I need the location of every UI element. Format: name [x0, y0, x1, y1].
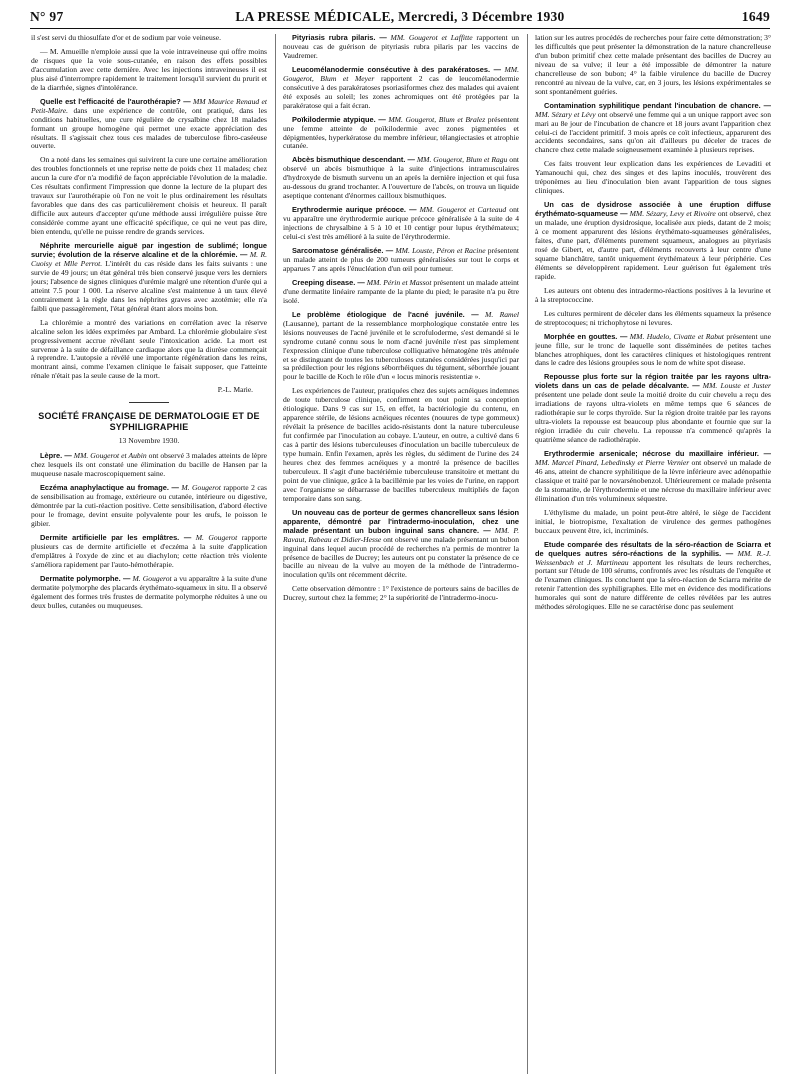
article-title: Erythrodermie aurique précoce. —: [292, 205, 417, 215]
article-authors: M. Gougerot: [195, 532, 238, 542]
article-authors: MM. Périn et Massot: [366, 277, 432, 287]
article-authors: MM. Gougerot et Carteaud: [419, 205, 507, 215]
article-text: présentent une femme atteinte de poïkilodermie avec zones pigmentées et dépigmentées, hyperkératose du membre inférieur, télangiectasies et atrophie cutanée.: [283, 114, 519, 151]
article: [535, 333, 771, 369]
article-title: Leucomélanodermie consécutive à des parakératoses. —: [292, 64, 501, 74]
page-header: [30, 6, 770, 29]
article-authors: MM. Louste et Juster: [702, 381, 771, 391]
article-title: Poïkilodermie atypique. —: [292, 114, 386, 124]
journal-title: LA PRESSE MÉDICALE, Mercredi, 3 Décembre 1930: [235, 9, 565, 24]
paragraph: L'éthylisme du malade, un point peut-être altéré, le siège de l'accident initial, le biotropisme, l'exaltation de virulence des germes pathogènes buccaux peuvent être, ici, incriminés.: [535, 507, 771, 535]
article-text: ont observé 3 malades atteints de lèpre chez lesquels ils ont constaté une élimination du bacille de Hansen par la muqueuse nasale macroscopiquement saine.: [31, 451, 267, 479]
article-title: Le problème étiologique de l'acné juvénile. —: [292, 309, 479, 319]
article-text: ont observé une malade présentant un bubon inguinal dans lequel aucun procédé de recherches n'a permis de montrer la présence de bacilles de Ducrey; les auteurs ont pu constater la présence de ce bacille au niveau de la vulve au moyen de la méthode de l'intradermo-inoculation qu'ils ont récemment décrite.: [283, 534, 519, 580]
article-title: Contamination syphilitique pendant l'incubation de chancre. —: [544, 100, 771, 110]
column-2: [283, 34, 519, 1074]
article-authors: MM Maurice Renaud et Petit-Maire.: [31, 96, 267, 115]
article-authors: MM. R.-J. Weissenbach et J. Martineau: [535, 548, 771, 567]
article-title: Néphrite mercurielle aiguë par ingestion de sublimé; longue survie; évolution de la réserve alcaline et de la chlorémie. —: [31, 241, 267, 259]
section-heading: SOCIÉTÉ FRANÇAISE DE DERMATOLOGIE ET DE SYPHILIGRAPHIE: [38, 411, 260, 433]
article-title: Dermite artificielle par les emplâtres. —: [40, 532, 192, 542]
article-title: Lèpre. —: [40, 451, 72, 461]
article-text: (Lausanne), partant de la ressemblance morphologique constatée entre les lésions nouveuses de l'acné juvénile et le scrofuloderme, s'est demandé si le syndrome cutané connu sous le nom d'acné juvénile n'est pas simplement l'expression clinique d'une tuberculose colliquative hématogène très atténuée et se distinguant de toutes les tuberculoses cutanées considérées jusqu'ici par sa prédilection pour les régions séborrhéiques du tégument, séborrhée jouant pour le bacille de Koch le rôle d'un « locus minoris resistentiæ ».: [283, 318, 519, 382]
paragraph: — M. Amueille n'emploie aussi que la voie intraveineuse qui offre moins de risques que la voie sous-cutanée, en raison des effets possibles d'accumulation avec cette dernière. Avec les injections intraveineuses il est plus aisé d'interrompre rapidement le traitement lorsqu'il survient du prurit et de la diarrhée, signes d'intolérance.: [31, 46, 267, 92]
paragraph: La chlorémie a montré des variations en corrélation avec la réserve alcaline selon les idées exprimées par Ambard. La chlorémie globulaire s'est progressivement accrue révélant seule l'intoxication acide. La mort est survenue à la suite de défaillance cardiaque alors que la diurèse commençait à reprendre. L'autopsie a révélé une importante régénération dans les reins, montrant ainsi, comme l'examen clinique le faisait supposer, que l'atteinte rénale n'était pas la seule cause de la mort.: [31, 317, 267, 381]
paragraph: lation sur les autres procédés de recherches pour faire cette démonstration; 3° les difficultés que peut présenter la démonstration de la nature chancrelleuse d'un bubon primitif chez cette malade présentant des bacilles de Ducrey au niveau de sa vulve; il leur a été impossible de démontrer la nature chancrelleuse de son bubon; 4° la faible virulence du bacille de Ducrey rencontré au niveau de la vulve, car, en 3 jours, les lésions expérimentales se sont spontanément guéries.: [535, 34, 771, 96]
article-authors: M. R. Cuoisy et Mlle Perrot.: [31, 249, 267, 268]
article-text: présentent une jeune fille, sur le tronc de laquelle sont disséminées de petites taches blanches atrophiques, dont les caractères cliniques et histologiques rentrent dans le cadre des lésions groupées sous le nom de white spot disease.: [535, 331, 771, 368]
article: [31, 534, 267, 570]
article: [283, 247, 519, 274]
article-text: dans une expérience de contrôle, ont pratiqué, dans les conditions habituelles, une cure régulière de crysalbine chez 18 malades formant un groupe homogène qui permet une exacte appréciation des résultats. Il s'agissait chez tous ces malades de tuberculose fibro-caséeuse ouverte.: [31, 105, 267, 151]
paragraph: Les cultures permirent de déceler dans les éléments squameux la présence de streptocoques; ni trichophytose ni levures.: [535, 308, 771, 327]
article: [283, 311, 519, 383]
article-title: Sarcomatose généralisée. —: [292, 246, 394, 256]
paragraph: il s'est servi du thiosulfate d'or et de sodium par voie veineuse.: [31, 34, 222, 42]
article: [31, 242, 267, 314]
issue-number: N° 97: [30, 9, 64, 24]
column-divider: [527, 34, 528, 1074]
article-authors: MM. Gougerot, Blum et Ragu: [416, 155, 508, 165]
paragraph: Ces faits trouvent leur explication dans les expériences de Levaditi et Yamanouchi qui, chez des singes et des lapins inoculés, trouvèrent des tréponèmes au lieu d'inoculation bien avant l'apparition de tous signes cliniques.: [535, 159, 771, 196]
article-authors: MM. Sézary, Levy et Rivoire: [629, 209, 716, 219]
separator: [129, 402, 169, 403]
article-text: rapportent 2 cas de leucomélanodermie consécutive à des parakératoses psoriasiformes chez des malades qui avaient été exposés au soleil; les zones achromiques ont été protégées par la parakératose qui a fait écran.: [283, 73, 519, 110]
column-3: [535, 34, 771, 1074]
article-authors: MM. Gougerot et Laffitte: [390, 34, 473, 42]
article: [283, 206, 519, 242]
article-text: L'intérêt du cas réside dans les faits suivants : une survie de 49 jours; un état général très bien conservé jusque vers les derniers jours; l'absence de signes cliniques d'urémie malgré une rétention d'urée qui a atteint 7.5 pour 1 000. La réserve alcaline s'est maintenue à un taux élevé contrairement à la règle dans les néphrites graves avec azotémie; elle n'a faibli que passagèrement, l'état général étant alors moins bon.: [31, 258, 267, 313]
article-text: ont observé, chez un malade, une éruption dysidrosique, localisée aux pieds, datant de 2 mois; à ce moment apparurent des lésions érythémato-squameuses généralisées, faites, d'une part, d'éléments purement squameux, analogues au pityriasis rosé de Gibert, et, d'autre part, d'éléments recouverts à leur centre d'une squame blanchâtre, tantôt uniquement érythémateux à leur périphérie. Ces éléments se développèrent rapidement. Leur guérison fut également très rapide.: [535, 209, 771, 281]
article-authors: MM. Louste, Péron et Racine: [395, 246, 486, 256]
article-text: présentent un malade atteint d'une dermatite linéaire rampante de la plante du pied; le parasite n'a pu être isolé.: [283, 277, 519, 305]
paragraph: Les expériences de l'auteur, pratiquées chez des sujets acnéiques indemnes de toute tuberculose clinique, confirment en tout point sa conception étiologique. Dans 9 cas sur 15, en effet, la bactériologie du contenu, en apparence stérile, de lésions acnéiques récentes (nouures de type gommeux) révélait la présence de bacilles acido-résistants dont la nature tuberculeuse fut confirmée par l'inoculation au cobaye. L'auteur, en outre, a cultivé dans 6 cas à partir des lésions tuberculeuses d'inoculation un bacille tuberculeux de type humain. Enfin l'examen, après les règles, du sédiment de l'urine des 24 heures chez des femmes acnéiques y a montré la présence de bacilles tuberculeux. Il s'agit d'une bactériémie tuberculeuse transitoire et mettant du point de vue clinique, grâce à la bacillémie par les voies de l'urine, en rapport avec l'organisme se débarrasse de bacilles tuberculeux multipliés de façon temporaire dans son sang.: [283, 386, 519, 503]
article: [535, 102, 771, 156]
article-title: Eczéma anaphylactique au fromage. —: [40, 483, 179, 493]
article-authors: MM. Marcel Pinard, Lebedinsky et Pierre Vernier: [535, 457, 690, 467]
article-title: Creeping disease. —: [292, 277, 365, 287]
column-divider: [275, 34, 276, 1074]
article-text: rapporte 2 cas de sensibilisation au fromage, extérieure ou cutanée, intérieure ou digestive, démontrée par la cuti-réaction positive. Cette sensibilisation, d'abord élective pour le fromage, devint ensuite polyvalente pour les œufs, le poisson le gibier.: [31, 483, 267, 528]
article: [283, 34, 519, 61]
article: [535, 450, 771, 504]
article: [31, 452, 267, 479]
article-text: ont vu apparaître une érythrodermie aurique précoce généralisée à la suite de 4 injections de chrysalbine à 5 à 10 et 10 centigr pour lupus érythémateux; celui-ci s'est très amélioré à la suite de l'érythrodermie.: [283, 205, 519, 242]
article-title: Un cas de dysidrose associée à une éruption diffuse érythémato-squameuse —: [535, 200, 771, 219]
article-title: Erythrodermie arsenicale; nécrose du maxillaire inférieur. —: [544, 449, 771, 459]
column-1: [31, 34, 267, 1074]
article: [31, 484, 267, 529]
article-text: présentent un malade atteint de plus de 200 tumeurs généralisées sur tout le corps et apparues 7 ans après l'énucléation d'un œil pour tumeur.: [283, 246, 519, 273]
article-text: ont observé un malade de 46 ans, atteint de chancre syphilitique de la lèvre inférieure avec adénopathie classique et traité par le novarsénobenzol. Ultérieurement ce malade présenta de la stomatite, de l'érythrodermie et une nécrose du maxillaire inférieur avec élimination d'un très volumineux séquestre.: [535, 457, 771, 503]
article-title: Un nouveau cas de porteur de germes chancrelleux sans lésion apparente, démontré par l'intradermo-inoculation, chez une malade présentant un bubon inguinal sans chancre. —: [283, 507, 519, 535]
article-text: rapporte plusieurs cas de dermite artificielle et d'eczéma à la suite d'application d'emplâtres à l'oxyde de zinc et au diachylon; cette réaction très violente s'améliora rapidement par l'auto-hémothérapie.: [31, 532, 267, 569]
article-authors: MM. Hudelo, Civatte et Rabut: [629, 331, 724, 341]
page-number: 1649: [741, 9, 770, 24]
paragraph: Cette observation démontre : 1° l'existence de porteurs sains de bacilles de Ducrey, surtout chez la femme; 2° la supériorité de l'intradermo-inocu-: [283, 584, 519, 603]
article-text: rapportent un nouveau cas de guérison de pityriasis rubra pilaris par les vaccins de Vaudremer.: [283, 34, 519, 60]
signature: P.-L. Marie.: [217, 385, 253, 395]
article-authors: M. Ramel: [485, 309, 519, 319]
article: [31, 575, 267, 611]
article: [535, 373, 771, 445]
article: [283, 279, 519, 306]
article-text: apportent les résultats de leurs recherches, portant sur l'étude de 100 sérums, confrontés avec les résultats de l'enquête et de l'examen cliniques. Ils concluent que la séro-réaction de Sciarra mérite de retenir l'attention des syphiligraphes. Elle met en évidence des modifications humorales qui sont de nature différente de celles révélées par les autres méthodes sérologiques. Elle ne se caractérise donc pas seulement: [535, 557, 771, 612]
article-text: présentent une pelade dont seule la moitié droite du cuir chevelu a reçu des irradiations de rayons ultra-violets en même temps que 6 séances de radiothérapie sur le corps thyroïde. Sur la région droite traitée par les rayons ultra-violets la repousse est beaucoup plus abondante et fournie que sur la région irradiée du cuir chevelu. La repousse n'a commencé qu'après la quatrième séance de radiothérapie.: [535, 390, 771, 445]
article-title: Dermatite polymorphe. —: [40, 573, 131, 583]
article: [535, 201, 771, 282]
article: [283, 116, 519, 152]
paragraph: Les auteurs ont obtenu des intradermo-réactions positives à la levurine et à la streptococcine.: [535, 285, 771, 304]
article: [535, 541, 771, 613]
article-title: Repousse plus forte sur la région traitée par les rayons ultra-violets dans un cas de pelade décalvante. —: [535, 372, 771, 391]
article: [283, 66, 519, 111]
article-authors: MM. Sézary et Lévy: [535, 109, 596, 119]
article-authors: M. Gougerot: [132, 573, 172, 583]
article: [31, 98, 267, 152]
article: [283, 156, 519, 201]
paragraph: On a noté dans les semaines qui suivirent la cure une certaine amélioration des troubles fonctionnels et une reprise nette de poids chez 11 malades; chez aucun la cure d'or n'a modifié de façon appréciable l'évolution de la maladie. Ces résultats confirment l'impression que donne la lecture de la plupart des travaux sur l'aurothérapie où l'on ne voit le plus ordinairement les résultats favorables que dans des cas particulièrement choisis et heureux. Il paraît difficile aux auteurs d'accepter qu'une méthode aussi irrégulière puisse être considérée comme ayant une efficacité spécifique, ce qui ne veut pas dire, bien entendu, qu'elle ne puisse rendre de grands services.: [31, 155, 267, 237]
article: [283, 509, 519, 581]
article-text: a vu apparaître à la suite d'une dermatite polymorphe des placards érythémato-squameux in situ. Il a observé également des formes très frustes de dermatite polymorphe réduites à une ou deux bulles, cutanées ou muqueuses.: [31, 573, 267, 610]
article-title: Pityriasis rubra pilaris. —: [292, 34, 387, 42]
article-title: Abcès bismuthique descendant. —: [292, 155, 415, 165]
article-title: Quelle est l'efficacité de l'aurothérapie? —: [40, 96, 191, 106]
article-authors: MM. Gougerot, Blum et Bralez: [388, 114, 486, 124]
article-authors: MM. P. Ravaut, Rabeau et Didier-Hesse: [283, 525, 519, 544]
article-authors: MM. Gougerot, Blum et Meyer: [283, 64, 519, 83]
article-text: ont observé un abcès bismuthique à la suite d'injections intramusculaires d'hydroxyde de bismuth survenu un an après la dernière injection et qui fusa au-dessous du grand trochanter. A l'ouverture de l'abcès, on trouva un liquide aseptique contenant d'énormes cailloux bismuthiques.: [283, 155, 519, 201]
meeting-date: 13 Novembre 1930.: [118, 436, 180, 446]
article-authors: M. Gougerot: [181, 483, 221, 493]
article-authors: MM. Gougerot et Aubin: [73, 451, 147, 461]
article-text: ont observé une femme qui a un unique rapport avec son mari au 8e jour de l'incubation de chancre et 18 jours avant l'apparition chez celui-ci de l'accident primitif. 3 mois après ce coït infectieux, apparurent des accidents secondaires, sans qu'on ait d'ailleurs pu déceler de traces de chancre chez cette malade soigneusement examinée à plusieurs reprises.: [535, 109, 771, 155]
article-title: Etude comparée des résultats de la séro-réaction de Sciarra et de quelques autres séro-réactions de la syphilis. —: [535, 539, 771, 558]
article-title: Morphée en gouttes. —: [544, 331, 628, 341]
